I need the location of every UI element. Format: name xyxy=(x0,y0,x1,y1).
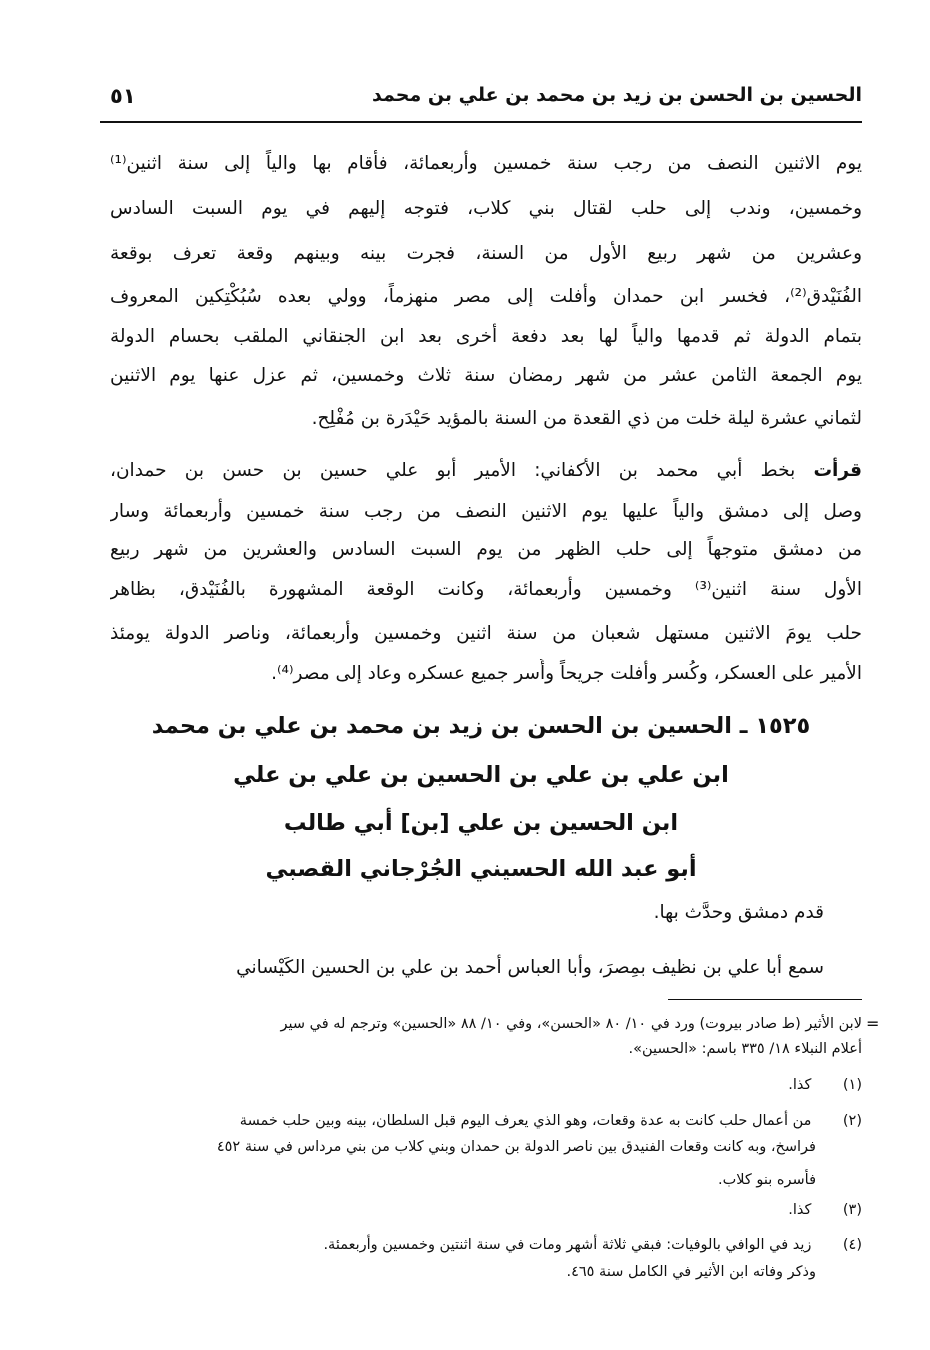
entry-heading-line: ابن علي بن علي بن الحسين بن علي بن علي xyxy=(233,762,729,788)
header-rule xyxy=(100,121,862,123)
footnote-number: (٢) xyxy=(842,1113,862,1129)
paragraph-1-line: يوم الجمعة الثامن عشر من شهر رمضان سنة ثلاث وخمسين، ثم عزل عنها يوم الاثنين xyxy=(110,365,862,386)
footnote-text: من أعمال حلب كانت به عدة وقعات، وهو الذي يعرف اليوم قبل السلطان، بينه وبين حلب خمسة xyxy=(239,1113,812,1129)
footnote-number: (٣) xyxy=(842,1202,862,1218)
footnote-separator xyxy=(668,999,862,1000)
footnote-continuation-line: أعلام النبلاء ١٨/ ٣٣٥ باسم: «الحسين». xyxy=(628,1041,862,1057)
paragraph-2-line: من دمشق متوجهاً إلى حلب الظهر من يوم السبت السادس والعشرين من شهر ربيع xyxy=(110,539,862,560)
paragraph-2-line-text: بخط أبي محمد بن الأكفاني: الأمير أبو علي حسين بن حسن بن حمدان، xyxy=(110,460,814,481)
footnote-1 xyxy=(100,1073,862,1097)
footnote-text: زيد في الوافي بالوفيات: فبقي ثلاثة أشهر ومات في سنة اثنتين وخمسين وأربعمئة. xyxy=(323,1237,812,1253)
paragraph-1-line: وعشرين من شهر ربيع الأول من السنة، فجرت بينه وبينهم وقعة تعرف بوقعة xyxy=(110,243,862,264)
paragraph-1-line: لثماني عشرة ليلة خلت من ذي القعدة من السنة بالمؤيد حَيْدَرة بن مُفْلِح. xyxy=(311,408,862,429)
footnote-number: (١) xyxy=(842,1077,862,1093)
paragraph-1-line: وخمسين، وندب إلى حلب لقتال بني كلاب، فتوجه إليهم في يوم السبت السادس xyxy=(110,198,862,219)
paragraph-2-line: حلب يومَ الاثنين مستهل شعبان من سنة اثنين وخمسين وأربعمائة، وناصر الدولة يومئذ xyxy=(110,623,862,644)
paragraph-1-line: بتمام الدولة ثم قدمها والياً لها بعد دفعة أخرى بعد ابن الجنقاني الملقب بحسام الدولة xyxy=(110,326,862,347)
paragraph-2-line: الأمير على العسكر، وكُسر وأفلت جريحاً وأُسر جميع عسكره وعاد إلى مصر⁽⁴⁾. xyxy=(271,663,862,684)
footnote-3 xyxy=(100,1198,862,1222)
paragraph-1-line: يوم الاثنين النصف من رجب سنة خمسين وأربعمائة، فأقام بها والياً إلى سنة اثنين⁽¹⁾ xyxy=(110,153,862,174)
entry-heading-line: ١٥٢٥ ـ الحسين بن الحسن بن زيد بن محمد بن علي بن محمد xyxy=(151,713,811,739)
paragraph-2-line: الأول سنة اثنين⁽³⁾ وخمسين وأربعمائة، وكانت الوقعة المشهورة بالفُنَيْدق، بظاهر xyxy=(110,579,862,600)
footnote-2-line: فأسره بنو كلاب. xyxy=(717,1172,816,1188)
paragraph-2-line: وصل إلى دمشق والياً عليها يوم الاثنين النصف من رجب سنة خمسين وأربعمائة وسار xyxy=(110,501,862,522)
footnote-2 xyxy=(100,1109,862,1133)
page-number: ٥١ xyxy=(110,84,136,108)
footnote-4-line: وذكر وفاته ابن الأثير في الكامل سنة ٤٦٥. xyxy=(566,1264,816,1280)
footnote-text: كذا. xyxy=(788,1202,812,1218)
footnote-number: (٤) xyxy=(842,1237,862,1253)
running-header xyxy=(100,78,862,120)
footnote-2-line: فراسخ، وبه كانت وقعات الفنيدق بين ناصر الدولة بن حمدان وبني كلاب من بني مرداس في سنة ٤٥٢ xyxy=(216,1139,816,1155)
entry-text-line: سمع أبا علي بن نظيف بمِصرَ، وأبا العباس أحمد بن علي بن الحسين الكَيْساني xyxy=(236,957,824,978)
footnote-4 xyxy=(100,1233,862,1257)
footnote-continuation-line: لابن الأثير (ط صادر بيروت) ورد في ١٠/ ٨٠ «الحسن»، وفي ١٠/ ٨٨ «الحسين» وترجم له في سير xyxy=(280,1016,862,1032)
quote-lead-word: قرأت xyxy=(813,460,862,481)
paragraph-2-first-line xyxy=(110,456,862,486)
footnote-continuation-mark: = xyxy=(866,1014,880,1033)
entry-text-line: قدم دمشق وحدَّث بها. xyxy=(653,902,824,923)
running-title: الحسين بن الحسن بن زيد بن محمد بن علي بن محمد xyxy=(372,84,862,106)
footnote-text: كذا. xyxy=(788,1077,812,1093)
paragraph-1-line: الفُنَيْدق⁽²⁾، فخسر ابن حمدان وأفلت إلى مصر منهزماً، وولي بعده سُبُكْتِكين المعروف xyxy=(110,286,862,307)
entry-heading-line: أبو عبد الله الحسيني الجُرْجاني القصبي xyxy=(265,856,697,882)
entry-heading-line: ابن الحسين بن علي [بن] أبي طالب xyxy=(283,810,679,836)
